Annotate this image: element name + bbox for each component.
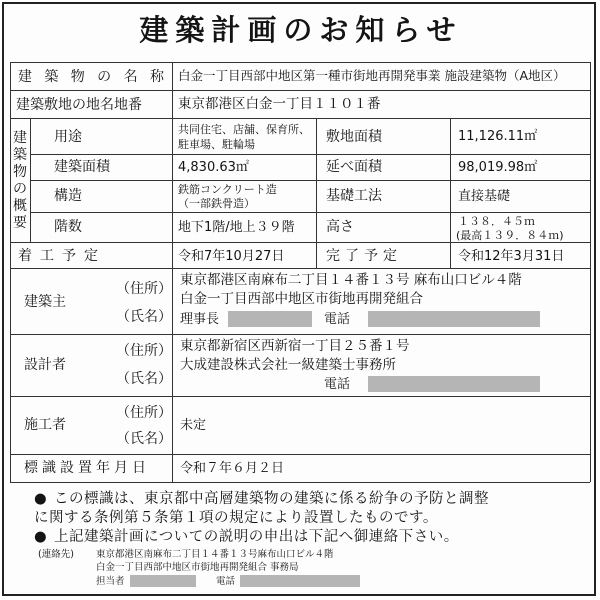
completion-label: 完了予定 — [326, 248, 402, 264]
divider — [10, 454, 590, 455]
divider — [172, 62, 173, 482]
note1-line1: この標識は、東京都中高層建築物の建築に係る紛争の予防と調整 — [54, 491, 489, 507]
divider — [30, 180, 590, 181]
use-value-line1: 共同住宅、店舗、保育所、 — [178, 123, 310, 136]
divider — [10, 242, 590, 243]
contractor-name-value: 未定 — [180, 418, 207, 433]
owner-role-label: 理事長 — [180, 312, 220, 327]
height-label: 高さ — [326, 219, 354, 235]
site-address-label: 建築敷地の地名地番 — [16, 97, 142, 113]
owner-address-label: （住所） — [116, 281, 172, 297]
contact-phone-label: 電話 — [216, 576, 236, 587]
designer-label: 設計者 — [24, 357, 66, 373]
contractor-label: 施工者 — [24, 417, 66, 433]
redacted-phone — [368, 376, 540, 392]
start-label: 着工予定 — [18, 248, 106, 264]
designer-address-label: （住所） — [116, 343, 172, 359]
owner-name-value: 白金一丁目西部中地区市街地再開発組合 — [180, 291, 423, 307]
redacted-name — [130, 575, 196, 587]
divider — [10, 118, 590, 119]
foundation-value: 直接基礎 — [458, 189, 511, 204]
divider — [30, 118, 31, 242]
floors-label: 階数 — [54, 219, 82, 235]
site-address-value: 東京都港区白金一丁目１１０１番 — [178, 96, 381, 112]
notice-board — [2, 2, 596, 596]
redacted-name — [228, 311, 312, 327]
divider — [316, 118, 317, 268]
contact-org: 白金一丁目西部中地区市街地再開発組合 事務局 — [96, 562, 299, 573]
note2: 上記建築計画についての説明の申出は下記へ御連絡下さい。 — [54, 529, 459, 545]
site-area-label: 敷地面積 — [326, 129, 382, 145]
use-value-line2: 駐車場、駐輪場 — [178, 138, 255, 151]
page-title: 建築計画のお知らせ — [139, 13, 463, 47]
bullet-icon: ● — [34, 491, 48, 507]
divider — [10, 90, 590, 91]
divider — [10, 268, 590, 269]
divider — [450, 118, 451, 268]
designer-phone-label: 電話 — [324, 377, 351, 392]
designer-name-value: 大成建設株式会社一級建築士事務所 — [180, 357, 396, 373]
divider — [590, 62, 591, 482]
redacted-phone — [240, 575, 360, 587]
owner-phone-label: 電話 — [324, 312, 351, 327]
building-area-label: 建築面積 — [54, 159, 110, 175]
foundation-label: 基礎工法 — [326, 188, 382, 204]
floors-value: 地下1階/地上３９階 — [178, 220, 295, 235]
divider — [10, 482, 590, 483]
use-label: 用途 — [54, 129, 82, 145]
total-floor-value: 98,019.98㎡ — [458, 160, 538, 175]
note1-line2: に関する条例第５条第１項の規定により設置したものです。 — [34, 510, 438, 526]
building-name-value: 白金一丁目西部中地区第一種市街地再開発事業 施設建築物（A地区） — [178, 68, 566, 83]
building-name-label: 建 築 物 の 名 称 — [18, 69, 164, 85]
sign-date-label: 標識設置年月日 — [24, 460, 150, 476]
total-floor-label: 延べ面積 — [326, 159, 382, 175]
structure-value-line2: （一部鉄骨造） — [178, 197, 255, 210]
divider — [10, 62, 590, 63]
height-value-line2: (最高１３９．８４ｍ) — [456, 229, 564, 242]
divider — [10, 334, 590, 335]
completion-value: 令和12年3月31日 — [458, 249, 565, 264]
structure-label: 構造 — [54, 188, 82, 204]
divider — [30, 212, 590, 213]
owner-name-label: （氏名） — [116, 309, 172, 325]
owner-address-value: 東京都港区南麻布二丁目１４番１３号 麻布山口ビル４階 — [180, 272, 522, 288]
building-area-value: 4,830.63㎡ — [178, 160, 249, 175]
divider — [30, 154, 590, 155]
contact-label: (連絡先) — [38, 549, 74, 560]
divider — [10, 396, 590, 397]
divider — [10, 62, 11, 482]
start-value: 令和7年10月27日 — [178, 249, 285, 264]
overview-label: 建築物の概要 — [13, 130, 27, 231]
redacted-phone — [368, 311, 540, 327]
bullet-icon: ● — [34, 529, 48, 545]
site-area-value: 11,126.11㎡ — [458, 129, 538, 144]
contact-person-label: 担当者 — [96, 576, 125, 587]
owner-label: 建築主 — [24, 294, 66, 310]
contractor-name-label: （氏名） — [116, 431, 172, 447]
sign-date-value: 令和７年６月２日 — [180, 461, 285, 476]
structure-value-line1: 鉄筋コンクリート造 — [178, 183, 277, 196]
height-value-line1: １３８．４５ｍ — [458, 215, 535, 228]
contractor-address-label: （住所） — [116, 405, 172, 421]
designer-name-label: （氏名） — [116, 371, 172, 387]
contact-address: 東京都港区南麻布二丁目１４番１３号麻布山口ビル４階 — [96, 549, 334, 560]
designer-address-value: 東京都新宿区西新宿一丁目２５番１号 — [180, 338, 410, 354]
